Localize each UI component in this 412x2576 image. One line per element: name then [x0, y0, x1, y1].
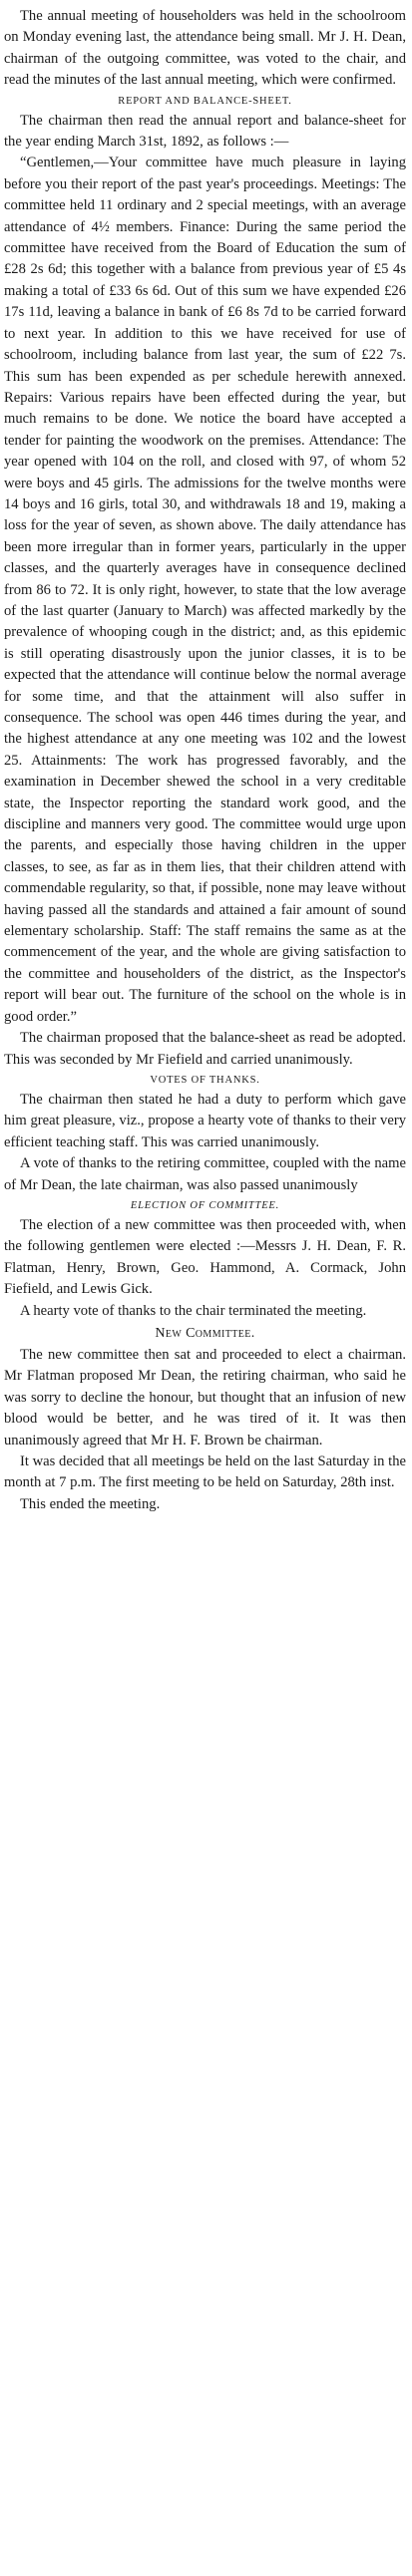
new-committee-heading: New Committee.: [155, 1325, 255, 1341]
intro-paragraph: The annual meeting of householders was held in the schoolroom on Monday evening last, the attendance being small. Mr J. H. Dean, chairman of the outgoing committee, was voted to the chair, and read the minutes of the last annual meeting, which were confirmed.: [4, 8, 406, 89]
closing-paragraph: This ended the meeting.: [20, 1495, 161, 1512]
hearty-vote-paragraph: A hearty vote of thanks to the chair terminated the meeting.: [20, 1302, 367, 1319]
report-intro-paragraph: The chairman then read the annual report and balance-sheet for the year ending March 31st, 1892, as follows :—: [4, 112, 406, 151]
votes-paragraph-committee: A vote of thanks to the retiring committee, coupled with the name of Mr Dean, the late chairman, was also passed unanimously: [4, 1155, 406, 1193]
report-body-paragraph: “Gentlemen,—Your committee have much pleasure in laying before you their report of the past year's proceedings. Meetings: The committee held 11 ordinary and 2 special meetings, with an average attendance of 4½ members. Finance: During the same period the committee have received from the Board of Education the sum of £28 2s 6d; this together with a balance from previous year of £5 4s making a total of £33 6s 6d. Out of this sum we have expended £26 17s 11d, leaving a balance in bank of £6 8s 7d to be carried forward to next year. In addition to this we have received for use of schoolroom, including balance from last year, the sum of £22 7s. This sum has been expended as per schedule herewith annexed. Repairs: Various repairs have been effected during the year, but much remains to be done. We notice the board have accepted a tender for painting the woodwork on the premises. Attendance: The year opened with 104 on the roll, and closed with 97, of whom 52 were boys and 45 girls. The admissions for the twelve months were 14 boys and 16 girls, total 30, and withdrawals 18 and 19, making a loss for the year of seven, as shown above. The daily attendance has been more irregular than in former years, particularly in the upper classes, and the quarterly averages have in consequence declined from 86 to 72. It is only right, however, to state that the low average of the last quarter (January to March) was affected markedly by the prevalence of whooping cough in the district; and, as this epidemic is still operating disastrously upon the junior classes, it is to be expected that the attendance will continue below the normal average for some time, and that the attainment will also suffer in consequence. The school was open 446 times during the year, and the highest attendance at any one meeting was 102 and the lowest 25. Attainments: The work has progressed favorably, and the examination in December shewed the school in a very creditable state, the Inspector reporting the standard work good, and the discipline and manners very good. The committee would urge upon the parents, and especially those having children in the upper classes, to see, as far as in them lies, that their children attend with commendable regularity, so that, if possible, none may leave without having passed all the standards and attained a fair amount of sound elementary scholarship. Staff: The staff remains the same as at the commencement of the year, and the whole are giving satisfaction to the committee and householders of the district, as the Inspector's report will bear out. The furniture of the school on the whole is in good order.”: [4, 155, 406, 1025]
adoption-paragraph: The chairman proposed that the balance-sheet as read be adopted. This was seconded by Mr Fiefield and carried unanimously.: [4, 1030, 406, 1068]
election-heading: ELECTION OF COMMITTEE.: [130, 1199, 280, 1211]
meetings-decision-paragraph: It was decided that all meetings be held on the last Saturday in the month at 7 p.m. The first meeting to be held on Saturday, 28th inst.: [4, 1453, 406, 1491]
votes-paragraph-staff: The chairman then stated he had a duty to perform which gave him great pleasure, viz., propose a hearty vote of thanks to their very efficient teaching staff. This was carried unanimously.: [4, 1091, 406, 1150]
report-heading: REPORT AND BALANCE-SHEET.: [118, 95, 292, 107]
votes-heading: VOTES OF THANKS.: [150, 1074, 260, 1086]
election-paragraph: The election of a new committee was then proceeded with, when the following gentlemen were elected :—Messrs J. H. Dean, F. R. Flatman, Henry, Brown, Geo. Hammond, A. Cormack, John Fiefield, and Lewis Gick.: [4, 1216, 406, 1298]
new-committee-paragraph: The new committee then sat and proceeded to elect a chairman. Mr Flatman proposed Mr Dean, the retiring chairman, who said he was sorry to decline the honour, but thought that an infusion of new blood would be better, and he was tired of it. It was then unanimously agreed that Mr H. F. Brown be chairman.: [4, 1346, 406, 1449]
